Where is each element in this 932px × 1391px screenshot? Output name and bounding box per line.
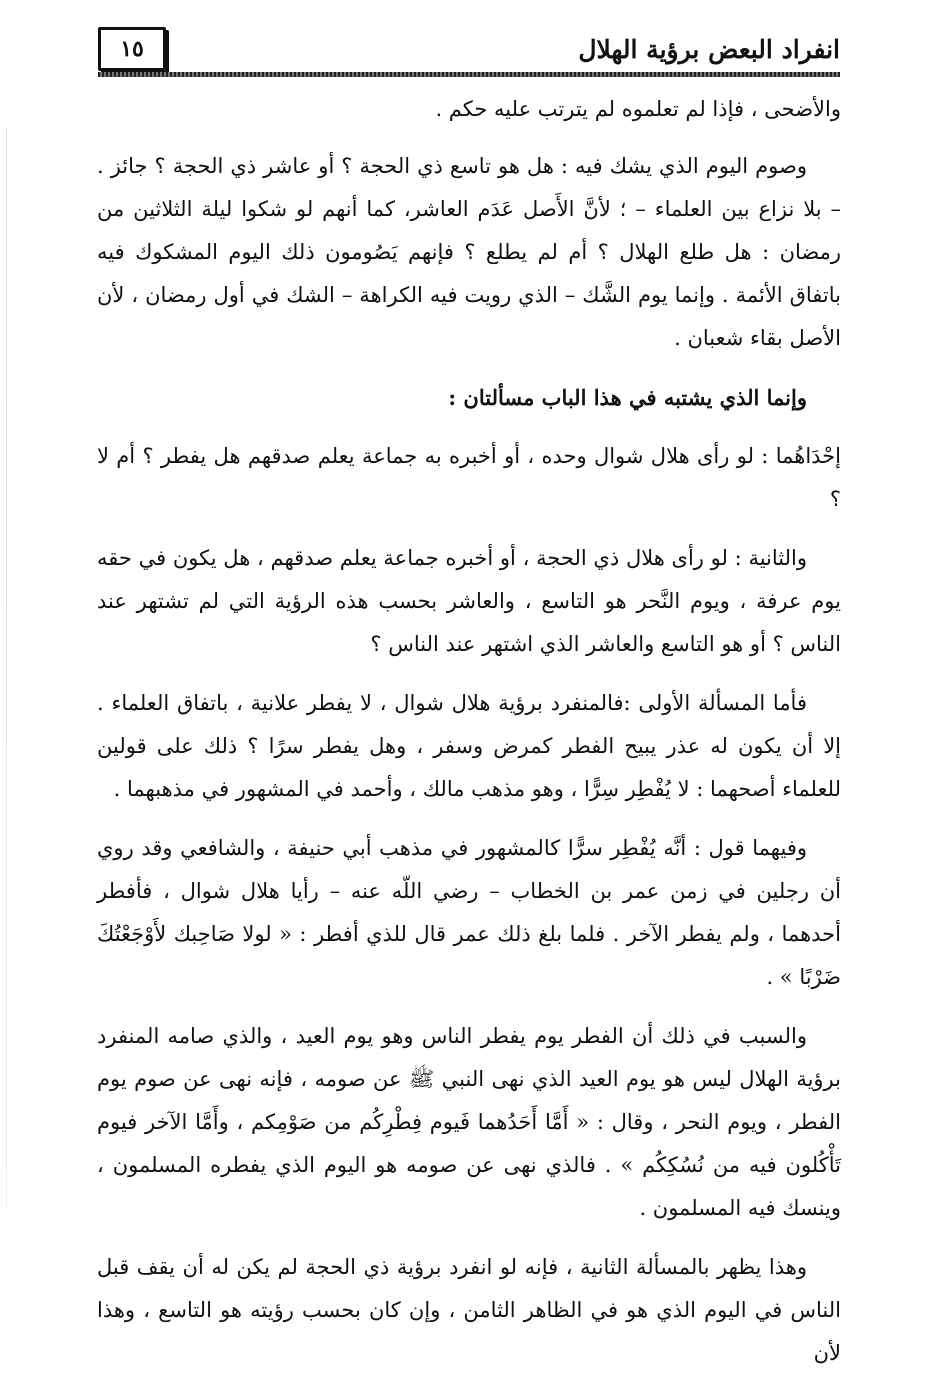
- running-title: انفراد البعض برؤية الهلال: [578, 35, 840, 64]
- paragraph-second-issue: وهذا يظهر بالمسألة الثانية ، فإنه لو انفرد برؤية ذي الحجة لم يكن له أن يقف قبل الناس في اليوم الذي هو في الظاهر الثامن ، وإن كان بحسب رؤيته هو التاسع ، وهذا لأن: [97, 1255, 841, 1365]
- page-number: ١٥: [98, 27, 166, 71]
- header-rule: [98, 72, 840, 77]
- page-header: [98, 25, 840, 73]
- paragraph-issue-two: والثانية : لو رأى هلال ذي الحجة ، أو أخبره جماعة يعلم صدقهم ، هل يكون في حقه يوم عرفة ، ويوم النَّحر هو التاسع ، والعاشر بحسب هذه الرؤية التي لم تشتهر عند الناس ؟ أو هو التاسع والعاشر الذي اشتهر عند الناس ؟: [97, 546, 841, 656]
- paragraph-reason: والسبب في ذلك أن الفطر يوم يفطر الناس وهو يوم العيد ، والذي صامه المنفرد برؤية الهلال ليس هو يوم العيد الذي نهى النبي ﷺ عن صومه ، فإنه نهى عن صوم يوم الفطر ، ويوم النحر ، وقال : « أَمَّا أَحَدُهما فَيوم فِطْرِكُم من صَوْمِكم ، وأَمَّا الآخر فيوم تَأْكُلون فيه من نُسُكِكُم » . فالذي نهى عن صومه هو اليوم الذي يفطره المسلمون ، وينسك فيه المسلمون .: [97, 1024, 841, 1220]
- paragraph-second-opinion: وفيهما قول : أنَّه يُفْطِر سرًّا كالمشهور في مذهب أبي حنيفة ، والشافعي وقد روي أن رجلين في زمن عمر بن الخطاب – رضي اللّه عنه – رأيا هلال شوال ، فأفطر أحدهما ، ولم يفطر الآخر . فلما بلغ ذلك عمر قال للذي أفطر : « لولا صَاحِبك لأَوْجَعْتُكَ ضَرْبًا » .: [97, 836, 841, 989]
- paragraph-two-issues: وإنما الذي يشتبه في هذا الباب مسألتان :: [448, 385, 807, 410]
- paragraph-doubt-day: وصوم اليوم الذي يشك فيه : هل هو تاسع ذي الحجة ؟ أو عاشر ذي الحجة ؟ جائز . – بلا نزاع بين العلماء – ؛ لأنَّ الأَصل عَدَم العاشر، كما أنهم لو شكوا ليلة الثلاثين من رمضان : هل طلع الهلال ؟ أم لم يطلع ؟ فإنهم يَصُومون ذلك اليوم المشكوك فيه باتفاق الأئمة . وإنما يوم الشَّك – الذي رويت فيه الكراهة – الشك في أول رمضان ، لأن الأصل بقاء شعبان .: [97, 154, 841, 350]
- page-edge-shadow: [6, 128, 7, 1208]
- paragraph-issue-one: إحْدَاهُما : لو رأى هلال شوال وحده ، أو أخبره به جماعة يعلم صدقهم هل يفطر ؟ أم لا ؟: [97, 444, 841, 511]
- paragraph-first-answer: فأما المسألة الأولى :فالمنفرد برؤية هلال شوال ، لا يفطر علانية ، باتفاق العلماء . إلا أن يكون له عذر يبيح الفطر كمرض وسفر ، وهل يفطر سرًا ؟ ذلك على قولين للعلماء أصحهما : لا يُفْطِر سِرًّا ، وهو مذهب مالك ، وأحمد في المشهور في مذهبهما .: [97, 691, 841, 801]
- paragraph-continuation: والأضحى ، فإذا لم تعلموه لم يترتب عليه حكم .: [435, 97, 841, 121]
- page-body: [97, 88, 841, 1391]
